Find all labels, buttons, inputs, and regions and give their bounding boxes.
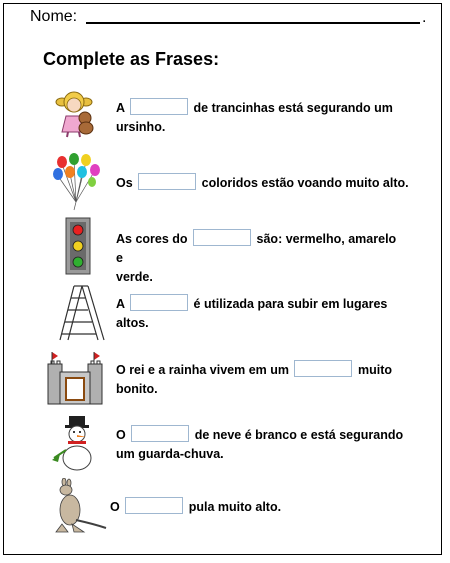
question-6-line2: um guarda-chuva.	[116, 447, 224, 461]
question-3-after: são: vermelho, amarelo e	[116, 232, 397, 265]
traffic-light-icon	[58, 216, 98, 276]
question-2-before: Os	[116, 176, 133, 190]
balloons-icon	[52, 152, 102, 212]
question-5-before: O rei e a rainha vivem em um	[116, 363, 289, 377]
question-4-line2: altos.	[116, 316, 149, 330]
answer-blank-5[interactable]	[294, 360, 352, 377]
name-end-dot: .	[422, 9, 427, 26]
question-7-after: pula muito alto.	[188, 500, 282, 514]
question-2	[116, 173, 416, 193]
question-1	[116, 98, 406, 137]
answer-blank-6[interactable]	[131, 425, 189, 442]
kangaroo-icon	[50, 478, 108, 534]
question-2-after: coloridos estão voando muito alto.	[201, 176, 409, 190]
question-4-before: A	[116, 297, 125, 311]
question-5	[116, 360, 416, 399]
page-title: Complete as Frases:	[43, 49, 220, 69]
question-6-after: de neve é branco e está segurando	[194, 428, 404, 442]
question-6-before: O	[116, 428, 126, 442]
answer-blank-3[interactable]	[193, 229, 251, 246]
question-4-after: é utilizada para subir em lugares	[193, 297, 388, 311]
snowman-icon	[52, 414, 102, 472]
question-1-before: A	[116, 101, 125, 115]
question-4	[116, 294, 406, 333]
castle-icon	[46, 350, 106, 406]
question-3-before: As cores do	[116, 232, 188, 246]
answer-blank-7[interactable]	[125, 497, 183, 514]
girl-with-teddy-bear-icon	[52, 88, 108, 138]
name-line[interactable]	[86, 22, 420, 24]
answer-blank-4[interactable]	[130, 294, 188, 311]
question-6	[116, 425, 416, 464]
question-5-after: muito	[357, 363, 392, 377]
name-label: Nome:	[30, 8, 78, 25]
question-3	[116, 229, 406, 287]
question-1-after: de trancinhas está segurando um	[193, 101, 393, 115]
question-5-line2: bonito.	[116, 382, 158, 396]
question-7-before: O	[110, 500, 120, 514]
answer-blank-2[interactable]	[138, 173, 196, 190]
ladder-icon	[54, 284, 106, 342]
answer-blank-1[interactable]	[130, 98, 188, 115]
question-1-line2: ursinho.	[116, 120, 166, 134]
question-3-line2: verde.	[116, 270, 153, 284]
question-7	[110, 497, 410, 517]
